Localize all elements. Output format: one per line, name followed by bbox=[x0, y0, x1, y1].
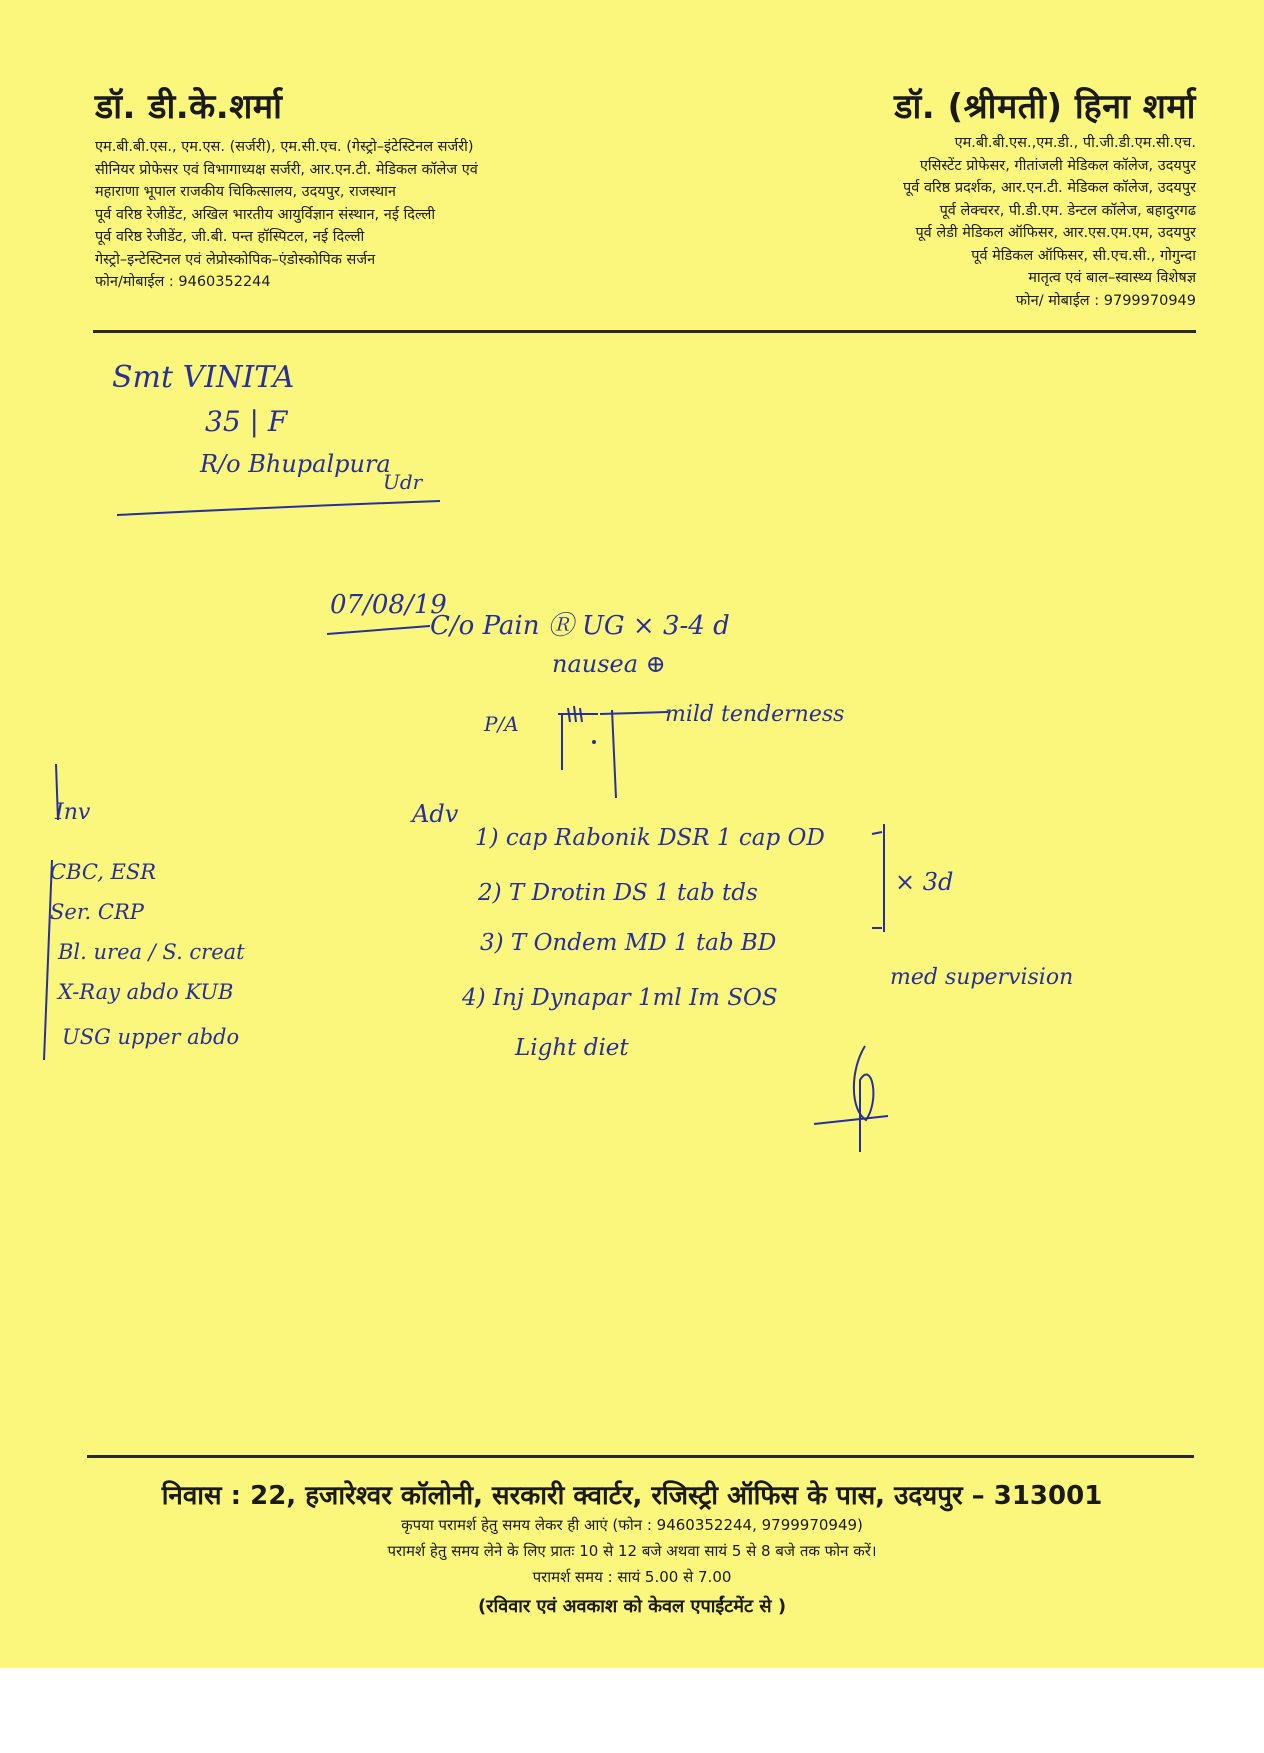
investigation-item: Ser. CRP bbox=[50, 900, 144, 924]
patient-underline bbox=[115, 495, 445, 525]
rx-duration: × 3d bbox=[895, 868, 954, 896]
credential-line: एसिस्टेंट प्रोफेसर, गीतांजली मेडिकल कॉलेज, उदयपुर bbox=[919, 157, 1196, 174]
doctor-signature bbox=[810, 1040, 900, 1160]
header-divider bbox=[93, 330, 1196, 333]
credential-line: गेस्ट्रो–इन्टेस्टिनल एवं लेप्रोस्कोपिक–एंडोस्कोपिक सर्जन bbox=[95, 251, 376, 268]
credential-line: पूर्व मेडिकल ऑफिसर, सी.एच.सी., गोगुन्दा bbox=[971, 247, 1196, 264]
credential-phone: फोन/ मोबाईल : 9799970949 bbox=[1015, 292, 1196, 309]
investigation-item: X-Ray abdo KUB bbox=[58, 980, 234, 1004]
credential-line: मातृत्व एवं बाल–स्वास्थ्य विशेषज्ञ bbox=[1028, 270, 1196, 286]
rx-line: 3) T Ondem MD 1 tab BD bbox=[480, 930, 777, 956]
footer-address: निवास : 22, हजारेश्वर कॉलोनी, सरकारी क्वार्टर, रजिस्ट्री ऑफिस के पास, उदयपुर – 313001 bbox=[161, 1481, 1103, 1511]
investigation-item: CBC, ESR bbox=[50, 860, 157, 884]
chief-complaint: C/o Pain Ⓡ UG × 3-4 d bbox=[430, 611, 730, 641]
rx-symbol: Adv bbox=[412, 800, 459, 828]
footer-divider bbox=[87, 1455, 1194, 1458]
credential-line: सीनियर प्रोफेसर एवं विभागाध्यक्ष सर्जरी, आर.एन.टी. मेडिकल कॉलेज एवं bbox=[95, 161, 478, 178]
rx-note: med supervision bbox=[890, 965, 1074, 990]
doctor-credentials-left bbox=[95, 136, 478, 294]
investigation-item: Bl. urea / S. creat bbox=[58, 940, 245, 964]
exam-label: P/A bbox=[484, 712, 519, 736]
credential-line: एम.बी.बी.एस.,एम.डी., पी.जी.डी.एम.सी.एच. bbox=[954, 135, 1196, 151]
patient-age-sex: 35 | F bbox=[205, 405, 288, 438]
footer-call-hours: परामर्श हेतु समय लेने के लिए प्रातः 10 से 12 बजे अथवा सायं 5 से 8 बजे तक फोन करें। bbox=[387, 1542, 877, 1560]
footer-consult-time: परामर्श समय : सायं 5.00 से 7.00 bbox=[532, 1568, 732, 1586]
credential-line: पूर्व लेक्चरर, पी.डी.एम. डेन्टल कॉलेज, बहादुरगढ bbox=[939, 202, 1196, 219]
rx-line: 2) T Drotin DS 1 tab tds bbox=[478, 880, 758, 906]
patient-name: Smt VINITA bbox=[112, 360, 295, 395]
patient-city: Udr bbox=[383, 470, 423, 494]
associated-symptom: nausea ⊕ bbox=[552, 650, 666, 678]
credential-line: पूर्व लेडी मेडिकल ऑफिसर, आर.एस.एम.एम, उदयपुर bbox=[915, 225, 1196, 241]
doctor-name-left: डॉ. डी.के.शर्मा bbox=[95, 87, 283, 127]
abdomen-diagram bbox=[550, 700, 670, 810]
doctor-name-right: डॉ. (श्रीमती) हिना शर्मा bbox=[894, 87, 1196, 127]
credential-phone: फोन/मोबाईल : 9460352244 bbox=[95, 274, 271, 290]
rx-line: Light diet bbox=[515, 1035, 629, 1061]
credential-line: पूर्व वरिष्ठ रेजीडेंट, अखिल भारतीय आयुर्विज्ञान संस्थान, नई दिल्ली bbox=[95, 206, 436, 223]
patient-address: R/o Bhupalpura bbox=[200, 450, 391, 478]
rx-line: 4) Inj Dynapar 1ml Im SOS bbox=[462, 985, 778, 1011]
visit-date: 07/08/19 bbox=[330, 590, 447, 620]
credential-line: पूर्व वरिष्ठ प्रदर्शक, आर.एन.टी. मेडिकल कॉलेज, उदयपुर bbox=[903, 180, 1196, 196]
exam-finding: mild tenderness bbox=[665, 702, 845, 727]
rx-line: 1) cap Rabonik DSR 1 cap OD bbox=[475, 825, 825, 851]
investigations-heading: Inv bbox=[55, 800, 91, 825]
credential-line: महाराणा भूपाल राजकीय चिकित्सालय, उदयपुर, राजस्थान bbox=[95, 184, 396, 200]
credential-line: पूर्व वरिष्ठ रेजीडेंट, जी.बी. पन्त हॉस्पिटल, नई दिल्ली bbox=[95, 229, 365, 245]
date-underline bbox=[325, 622, 435, 642]
investigation-item: USG upper abdo bbox=[62, 1025, 240, 1049]
footer-appointment-note: कृपया परामर्श हेतु समय लेकर ही आएं (फोन : 9460352244, 9799970949) bbox=[401, 1516, 863, 1534]
doctor-credentials-right bbox=[903, 132, 1196, 312]
footer-holiday-note: (रविवार एवं अवकाश को केवल एपाईंटमेंट से ) bbox=[477, 1596, 787, 1617]
credential-line: एम.बी.बी.एस., एम.एस. (सर्जरी), एम.सी.एच. (गेस्ट्रो–इंटेस्टिनल सर्जरी) bbox=[95, 139, 474, 155]
